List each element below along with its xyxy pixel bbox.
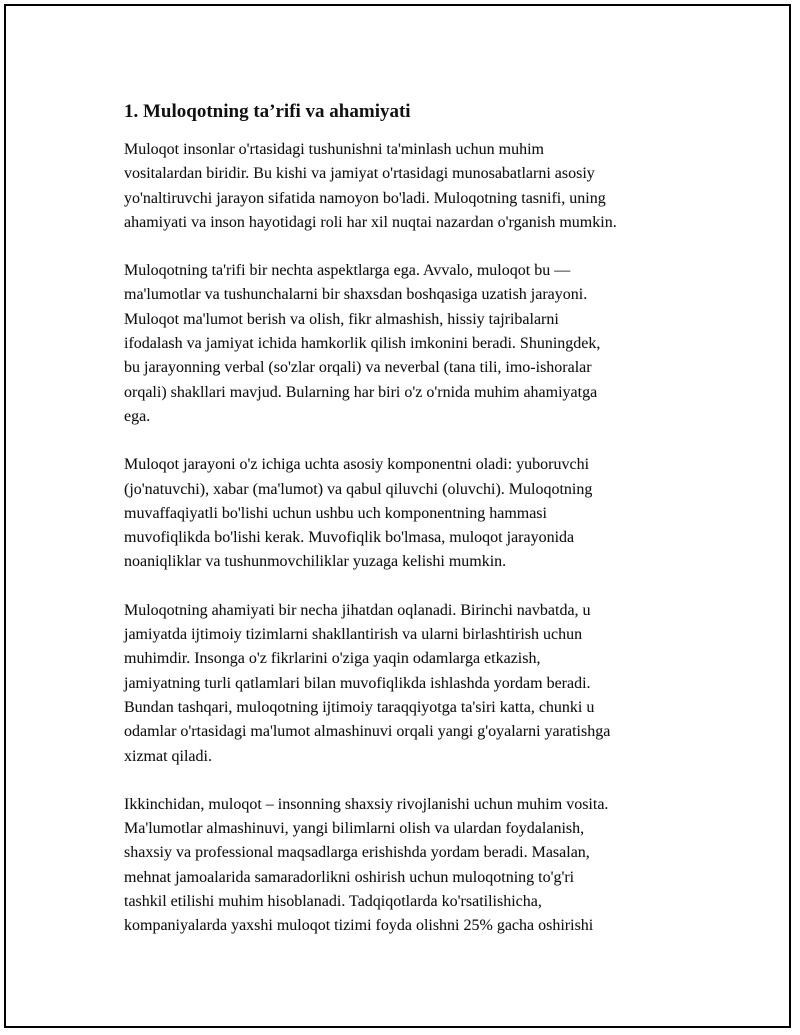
paragraph-personal-development: Ikkinchidan, muloqot – insonning shaxsiy rivojlanishi uchun muhim vosita. Ma'lumotlar almashinuvi, yangi bilimlarni olish va ulardan foydalanish, shaxsiy va professional maqsadlarga erishishda yordam beradi. Masalan, mehnat jamoalarida samaradorlikni oshirish uchun muloqotning to'g'ri tashkil etilishi muhim hisoblanadi. Tadqiqotlarda ko'rsatilishicha, kompaniyalarda yaxshi muloqot tizimi foyda olishni 25% gacha oshirishi bbox=[124, 795, 609, 935]
paragraph-components: Muloqot jarayoni o'z ichiga uchta asosiy komponentni oladi: yuboruvchi (jo'natuvchi), xabar (ma'lumot) va qabul qiluvchi (oluvchi). Muloqotning muvaffaqiyatli bo'lishi uchun ushbu uch komponentning hammasi muvofiqlikda bo'lishi kerak. Muvofiqlik bo'lmasa, muloqot jarayonida noaniqliklar va tushunmovchiliklar yuzaga kelishi mumkin. bbox=[124, 456, 593, 571]
paragraph-definition-aspects: Muloqotning ta'rifi bir nechta aspektlarga ega. Avvalo, muloqot bu — ma'lumotlar va tushunchalarni bir shaxsdan boshqasiga uzatish jarayoni. Muloqot ma'lumot berish va olish, fikr almashish, hissiy tajribalarni ifodalash va jamiyat ichida hamkorlik qilish imkonini beradi. Shuningdek, bu jarayonning verbal (so'zlar orqali) va neverbal (tana tili, imo-ishoralar orqali) shakllari mavjud. Bularning har biri o'z o'rnida muhim ahamiyatga ega. bbox=[124, 262, 601, 425]
document-body bbox=[124, 100, 696, 963]
page-frame bbox=[4, 4, 791, 1028]
paragraph-importance: Muloqotning ahamiyati bir necha jihatdan oqlanadi. Birinchi navbatda, u jamiyatda ijtimoiy tizimlarni shakllantirish va ularni birlashtirish uchun muhimdir. Insonga o'z fikrlarini o'ziga yaqin odamlarga etkazish, jamiyatning turli qatlamlari bilan muvofiqlikda ishlashda yordam beradi. Bundan tashqari, muloqotning ijtimoiy taraqqiyotga ta'siri katta, chunki u odamlar o'rtasidagi ma'lumot almashinuvi orqali yangi g'oyalarni yaratishga xizmat qiladi. bbox=[124, 601, 611, 765]
section-heading: 1. Muloqotning ta’rifi va ahamiyati bbox=[124, 101, 411, 122]
paragraph-definition-intro: Muloqot insonlar o'rtasidagi tushunishni ta'minlash uchun muhim vositalardan biridir. Bu kishi va jamiyat o'rtasidagi munosabatlarni asosiy yo'naltiruvchi jarayon sifatida namoyon bo'ladi. Muloqotning tasnifi, uning ahamiyati va inson hayotidagi roli har xil nuqtai nazardan o'rganish mumkin. bbox=[124, 141, 617, 231]
